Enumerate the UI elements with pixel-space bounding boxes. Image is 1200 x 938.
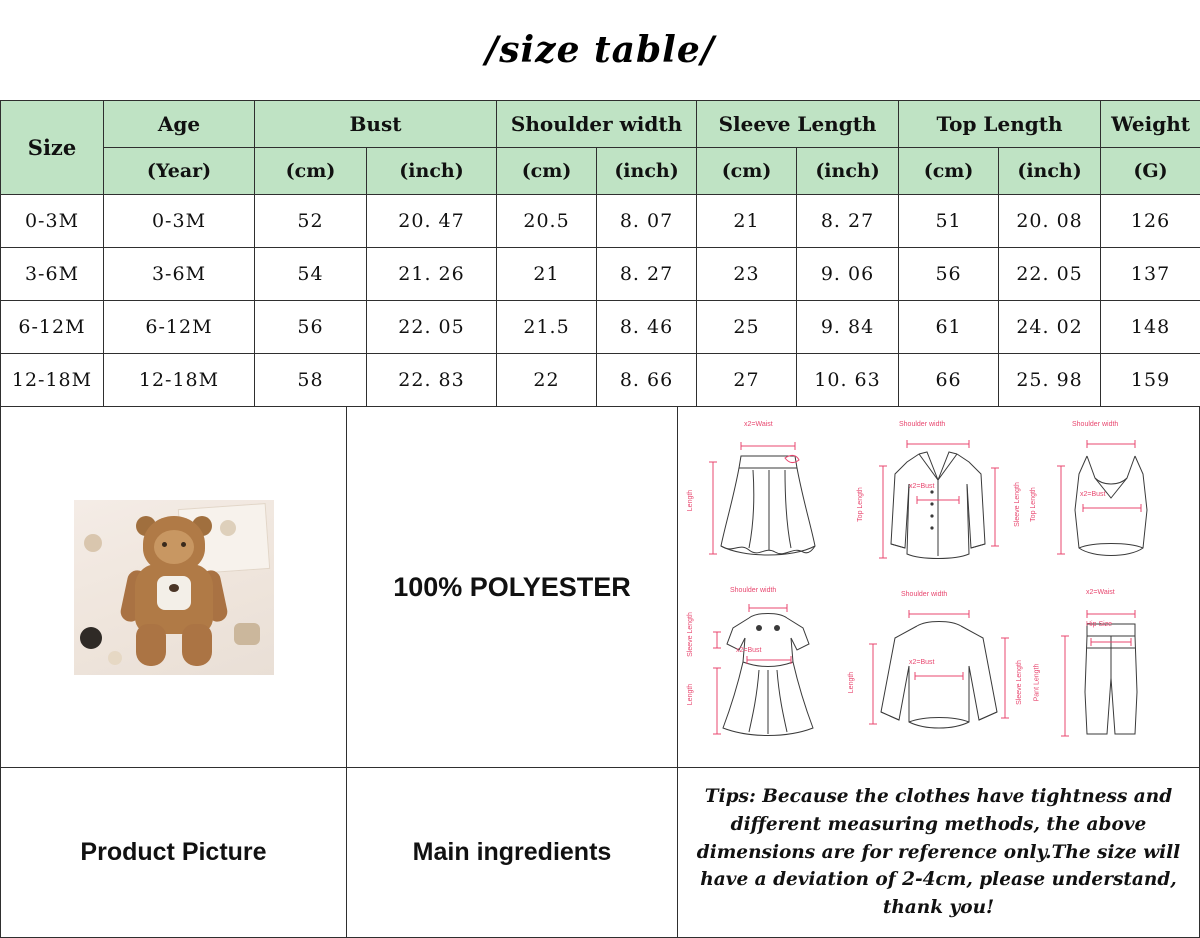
diagram-pants [1024,587,1195,761]
material-value: 100% POLYESTER [393,572,631,603]
cell-size: 3-6M [1,248,104,301]
cell-top-length-inch: 22. 05 [999,248,1101,301]
cell-age: 6-12M [104,301,255,354]
photo-prop-icon [80,627,102,649]
cell-top-length-inch: 20. 08 [999,195,1101,248]
cell-bust-inch: 20. 47 [367,195,497,248]
baby-romper-illustration [120,516,228,666]
diagram-skirt [682,413,853,587]
cell-sleeve-cm: 25 [697,301,797,354]
table-row [1,354,1200,407]
col-header-top-length: Top Length [899,101,1101,148]
unit-shoulder-cm: (cm) [497,148,597,195]
label-pant-length: Pant Length [1033,664,1040,702]
cell-shoulder-cm: 20.5 [497,195,597,248]
unit-sleeve-cm: (cm) [697,148,797,195]
cell-sleeve-inch: 8. 27 [797,195,899,248]
label-bust: x2=Bust [909,659,935,666]
leg-left-shape [136,624,166,666]
eye-right-icon [181,542,186,547]
cell-shoulder-inch: 8. 27 [597,248,697,301]
eye-left-icon [162,542,167,547]
unit-top-length-cm: (cm) [899,148,999,195]
cell-bust-cm: 54 [255,248,367,301]
product-image-area [1,407,346,767]
cell-weight: 126 [1101,195,1200,248]
unit-bust-cm: (cm) [255,148,367,195]
face-shape [154,530,194,564]
cell-shoulder-inch: 8. 66 [597,354,697,407]
diagram-long-sleeve-top [853,587,1024,761]
label-shoulder-width: Shoulder width [901,591,947,598]
cell-shoulder-inch: 8. 46 [597,301,697,354]
measurement-guide-column [678,407,1199,937]
cell-sleeve-cm: 23 [697,248,797,301]
material-text-area [347,407,677,767]
label-bust: x2=Bust [909,483,935,490]
cell-age: 3-6M [104,248,255,301]
label-shoulder-width: Shoulder width [899,421,945,428]
diagram-dress [682,587,853,761]
cell-top-length-inch: 24. 02 [999,301,1101,354]
table-row [1,248,1200,301]
cell-size: 0-3M [1,195,104,248]
cell-bust-inch: 22. 05 [367,301,497,354]
main-ingredients-label: Main ingredients [347,767,677,937]
photo-prop-icon [84,534,102,552]
cell-shoulder-cm: 22 [497,354,597,407]
unit-weight-g: (G) [1101,148,1200,195]
label-sleeve-length: Sleeve Length [687,612,694,657]
unit-bust-inch: (inch) [367,148,497,195]
col-header-shoulder-width: Shoulder width [497,101,697,148]
cell-age: 12-18M [104,354,255,407]
cell-shoulder-cm: 21.5 [497,301,597,354]
cell-shoulder-inch: 8. 07 [597,195,697,248]
tips-text: Tips: Because the clothes have tightness and different measuring methods, the above dimensions are for reference only.The size will have a deviation of 2-4cm, please understand, thank you! [692,783,1185,922]
cell-top-length-cm: 66 [899,354,999,407]
label-hip-size: Hip Size [1086,621,1112,628]
label-bust: x2=Bust [736,647,762,654]
cell-bust-inch: 22. 83 [367,354,497,407]
label-length: Length [687,684,694,705]
header-row-groups [1,101,1200,148]
diagram-camisole [1024,413,1195,587]
unit-sleeve-inch: (inch) [797,148,899,195]
cell-sleeve-inch: 9. 06 [797,248,899,301]
cell-bust-cm: 56 [255,301,367,354]
cell-top-length-cm: 61 [899,301,999,354]
long-sleeve-top-icon [859,592,1019,757]
cell-top-length-cm: 56 [899,248,999,301]
cell-top-length-inch: 25. 98 [999,354,1101,407]
cell-bust-cm: 58 [255,354,367,407]
photo-prop-icon [234,623,260,645]
cell-top-length-cm: 51 [899,195,999,248]
label-waist: x2=Waist [744,421,773,428]
cell-age: 0-3M [104,195,255,248]
col-header-bust: Bust [255,101,497,148]
product-photo [74,500,274,675]
table-head [1,101,1200,195]
unit-shoulder-inch: (inch) [597,148,697,195]
col-header-size: Size [1,101,104,195]
measurement-diagrams [678,407,1199,767]
lower-panel [0,407,1200,938]
diagram-jacket [853,413,1024,587]
cell-sleeve-cm: 27 [697,354,797,407]
cell-weight: 137 [1101,248,1200,301]
cell-sleeve-cm: 21 [697,195,797,248]
label-sleeve-length: Sleeve Length [1014,482,1021,527]
cell-size: 6-12M [1,301,104,354]
product-picture-label: Product Picture [1,767,346,937]
cell-shoulder-cm: 21 [497,248,597,301]
label-length: Length [687,490,694,511]
label-shoulder-width: Shoulder width [730,587,776,594]
cell-weight: 159 [1101,354,1200,407]
dress-icon [693,592,843,757]
page-title: /size table/ [485,29,715,71]
col-header-sleeve-length: Sleeve Length [697,101,899,148]
main-ingredients-column [347,407,678,937]
cell-sleeve-inch: 10. 63 [797,354,899,407]
label-bust: x2=Bust [1080,491,1106,498]
camisole-icon [1035,418,1185,583]
col-header-weight: Weight [1101,101,1200,148]
cell-bust-cm: 52 [255,195,367,248]
cell-bust-inch: 21. 26 [367,248,497,301]
table-body [1,195,1200,407]
table-row [1,195,1200,248]
table-row [1,301,1200,354]
size-table [0,100,1200,407]
label-top-length: Top Length [857,487,864,522]
label-shoulder-width: Shoulder width [1072,421,1118,428]
unit-top-length-inch: (inch) [999,148,1101,195]
tips-area [678,767,1199,937]
jacket-icon [861,418,1016,583]
title-bar [0,0,1200,100]
pants-icon [1035,592,1185,757]
header-row-units [1,148,1200,195]
leg-right-shape [182,624,212,666]
unit-age-year: (Year) [104,148,255,195]
cell-weight: 148 [1101,301,1200,354]
label-top-length: Top Length [1030,487,1037,522]
label-waist: x2=Waist [1086,589,1115,596]
cell-size: 12-18M [1,354,104,407]
skirt-icon [693,418,843,583]
product-picture-column [1,407,347,937]
bear-patch-icon [157,576,191,610]
label-sleeve-length: Sleeve Length [1016,660,1023,705]
col-header-age: Age [104,101,255,148]
cell-sleeve-inch: 9. 84 [797,301,899,354]
label-length: Length [848,672,855,693]
